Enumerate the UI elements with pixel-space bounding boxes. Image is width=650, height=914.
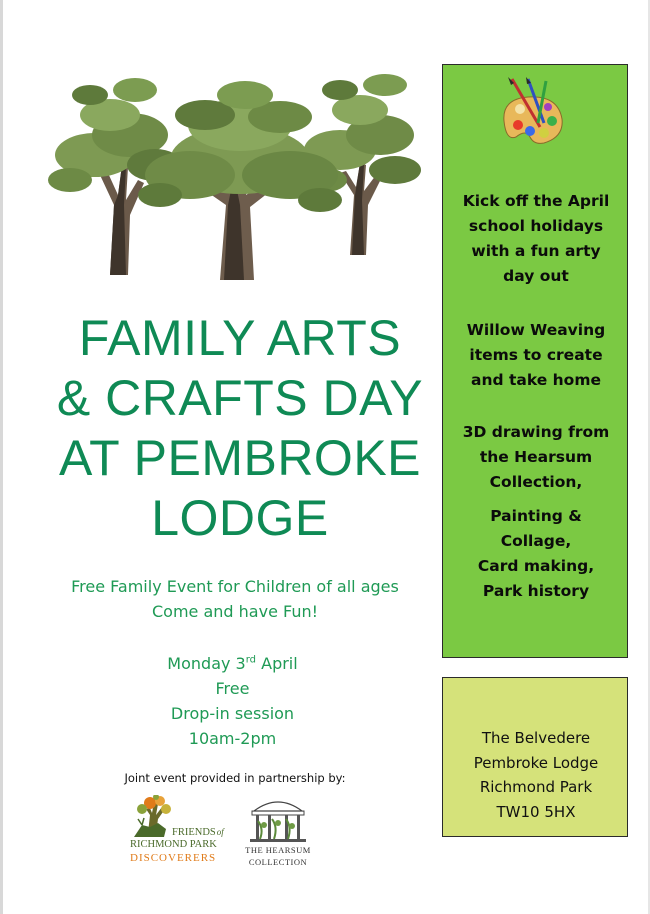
activity-line: Willow Weaving bbox=[466, 321, 606, 339]
paint-palette-icon bbox=[498, 77, 568, 157]
friends-logo-line-1: FRIENDSof bbox=[172, 827, 224, 838]
activity-line: 3D drawing from bbox=[462, 423, 610, 441]
friends-logo-line-2: RICHMOND PARK bbox=[130, 839, 217, 850]
event-date bbox=[100, 651, 365, 676]
hearsum-logo-line-2: COLLECTION bbox=[248, 857, 308, 867]
event-price: Free bbox=[215, 679, 250, 698]
subtitle-line-2: Come and have Fun! bbox=[151, 602, 319, 621]
activities-3d-drawing bbox=[443, 420, 629, 495]
activities-intro bbox=[443, 189, 629, 289]
address-box bbox=[442, 677, 628, 837]
activity-line: Card making, bbox=[477, 557, 595, 575]
hearsum-collection-logo bbox=[238, 795, 318, 870]
venue-address bbox=[443, 726, 629, 824]
activities-willow-weaving bbox=[443, 318, 629, 393]
activity-line: and take home bbox=[470, 371, 601, 389]
address-line-1: The Belvedere bbox=[481, 729, 591, 747]
title-line-2: & CRAFTS DAY bbox=[56, 370, 424, 426]
activity-line: Collage, bbox=[500, 532, 572, 550]
address-line-4: TW10 5HX bbox=[496, 802, 576, 821]
title-line-3: AT PEMBROKE bbox=[58, 430, 422, 486]
partnership-note: Joint event provided in partnership by: bbox=[124, 771, 346, 785]
hearsum-logo-line-1: THE HEARSUM bbox=[245, 845, 311, 855]
subtitle-line-1: Free Family Event for Children of all ages bbox=[71, 577, 399, 596]
title-line-1: FAMILY ARTS bbox=[78, 310, 402, 366]
event-subtitle bbox=[40, 574, 430, 624]
activities-box bbox=[442, 64, 628, 658]
activity-line: Collection, bbox=[489, 473, 583, 491]
title-line-4: LODGE bbox=[151, 490, 329, 546]
gazebo-logo-icon bbox=[250, 802, 306, 842]
address-line-3: Richmond Park bbox=[479, 778, 593, 796]
activity-line: Painting & bbox=[490, 507, 582, 525]
deer-tree-logo-icon bbox=[134, 795, 171, 837]
event-day: Monday 3 bbox=[167, 654, 246, 673]
friends-logo-line-3: DISCOVERERS bbox=[130, 852, 217, 864]
event-time: 10am-2pm bbox=[188, 729, 277, 748]
event-month: April bbox=[261, 654, 298, 673]
trees-illustration bbox=[40, 55, 430, 285]
activity-line: school holidays bbox=[468, 217, 604, 235]
address-line-2: Pembroke Lodge bbox=[473, 753, 599, 772]
event-day-suffix: rd bbox=[245, 654, 257, 666]
event-title bbox=[40, 308, 440, 548]
activity-line: with a fun arty bbox=[471, 242, 601, 260]
activities-painting bbox=[443, 504, 629, 604]
activity-line: items to create bbox=[469, 346, 603, 364]
page-left-edge bbox=[0, 0, 3, 914]
center-tree bbox=[138, 81, 342, 280]
activity-line: day out bbox=[503, 267, 569, 285]
event-details bbox=[100, 651, 365, 751]
activity-line: Kick off the April bbox=[462, 192, 610, 210]
activity-line: the Hearsum bbox=[479, 448, 593, 466]
event-session: Drop-in session bbox=[170, 704, 295, 723]
activity-line: Park history bbox=[482, 582, 590, 600]
friends-richmond-park-logo bbox=[128, 795, 238, 870]
